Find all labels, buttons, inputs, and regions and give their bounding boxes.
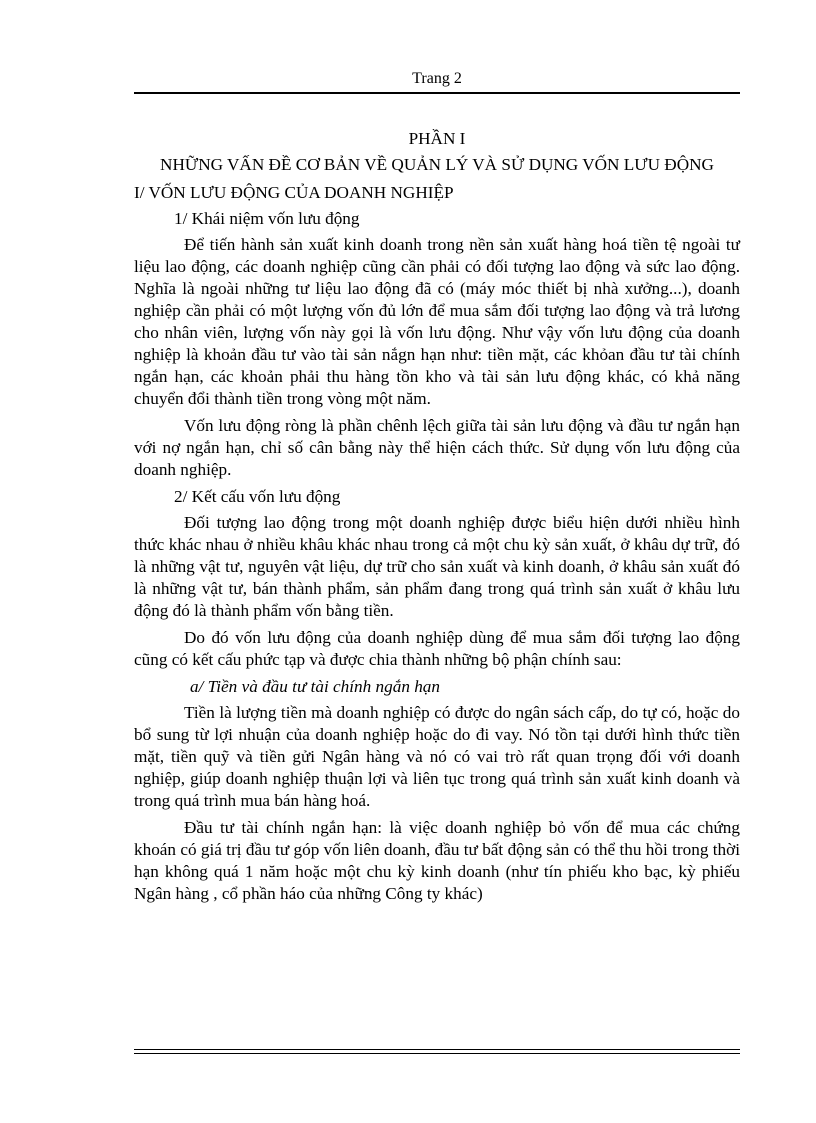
paragraph: Đối tượng lao động trong một doanh nghiệp được biểu hiện dưới nhiều hình thức khác nhau ở nhiều khâu khác nhau trong cả một chu kỳ sản xuất, ở khâu dự trữ, đó là những vật tư, nguyên vật liệu, dự trữ cho sản xuất và kinh doanh, ở khâu sản xuất đó là những vật tư, bán thành phẩm, sản phẩm đang trong quá trình sản xuất ở khâu lưu động đó là thành phẩm vốn bằng tiền. — [134, 513, 740, 620]
subsection-title-structure: 2/ Kết cấu vốn lưu động — [174, 487, 341, 506]
header-divider — [134, 92, 740, 94]
page-header — [134, 68, 740, 90]
page-number-label: Trang 2 — [412, 70, 462, 87]
section-title: I/ VỐN LƯU ĐỘNG CỦA DOANH NGHIỆP — [134, 183, 454, 202]
footer-divider — [134, 1049, 740, 1054]
subsection-title-concept: 1/ Khái niệm vốn lưu động — [174, 209, 360, 228]
subsection-title-cash: a/ Tiền và đầu tư tài chính ngắn hạn — [190, 677, 440, 696]
paragraph: Để tiến hành sản xuất kinh doanh trong nền sản xuất hàng hoá tiền tệ ngoài tư liệu lao động, các doanh nghiệp cũng cần phải có đối tượng lao động và sức lao động. Nghĩa là ngoài những tư liệu lao động đã có (máy móc thiết bị nhà xưởng...), doanh nghiệp cần phải có một lượng vốn đủ lớn để mua sắm đối tượng lao động và trả lương cho nhân viên, lượng vốn này gọi là vốn lưu động. Như vậy vốn lưu động của doanh nghiệp là khoản đầu tư vào tài sản nắgn hạn như: tiền mặt, các khỏan đầu tư tài chính ngắn hạn, các khoản phải thu hàng tồn kho và tài sản lưu động khác, có khả năng chuyển đổi thành tiền trong vòng một năm. — [134, 235, 740, 408]
paragraph: Vốn lưu động ròng là phần chênh lệch giữa tài sản lưu động và đầu tư ngắn hạn với nợ ngắn hạn, chỉ số cân bằng này thể hiện cách thức. Sử dụng vốn lưu động của doanh nghiệp. — [134, 416, 740, 479]
paragraph: Tiền là lượng tiền mà doanh nghiệp có được do ngân sách cấp, do tự có, hoặc do bổ sung từ lợi nhuận của doanh nghiệp hoặc do đi vay. Nó tồn tại dưới hình thức tiền mặt, tiền quỹ và tiền gửi Ngân hàng và nó có vai trò rất quan trọng đối với doanh nghiệp, giúp doanh nghiệp thuận lợi và liên tục trong quá trình sản xuất kinh doanh và trong quá trình mua bán hàng hoá. — [134, 703, 740, 810]
chapter-title: NHỮNG VẤN ĐỀ CƠ BẢN VỀ QUẢN LÝ VÀ SỬ DỤNG VỐN LƯU ĐỘNG — [160, 155, 714, 174]
paragraph: Do đó vốn lưu động của doanh nghiệp dùng để mua sắm đối tượng lao động cũng có kết cấu phức tạp và được chia thành những bộ phận chính sau: — [134, 628, 740, 669]
part-title: PHẦN I — [408, 129, 466, 148]
paragraph: Đầu tư tài chính ngắn hạn: là việc doanh nghiệp bỏ vốn để mua các chứng khoán có giá trị đầu tư góp vốn liên doanh, đầu tư bất động sản có thể thu hồi trong thời hạn không quá 1 năm hoặc một chu kỳ kinh doanh (như tín phiếu kho bạc, kỳ phiếu Ngân hàng , cổ phần háo của những Công ty khác) — [134, 818, 740, 903]
document-body — [134, 128, 740, 910]
